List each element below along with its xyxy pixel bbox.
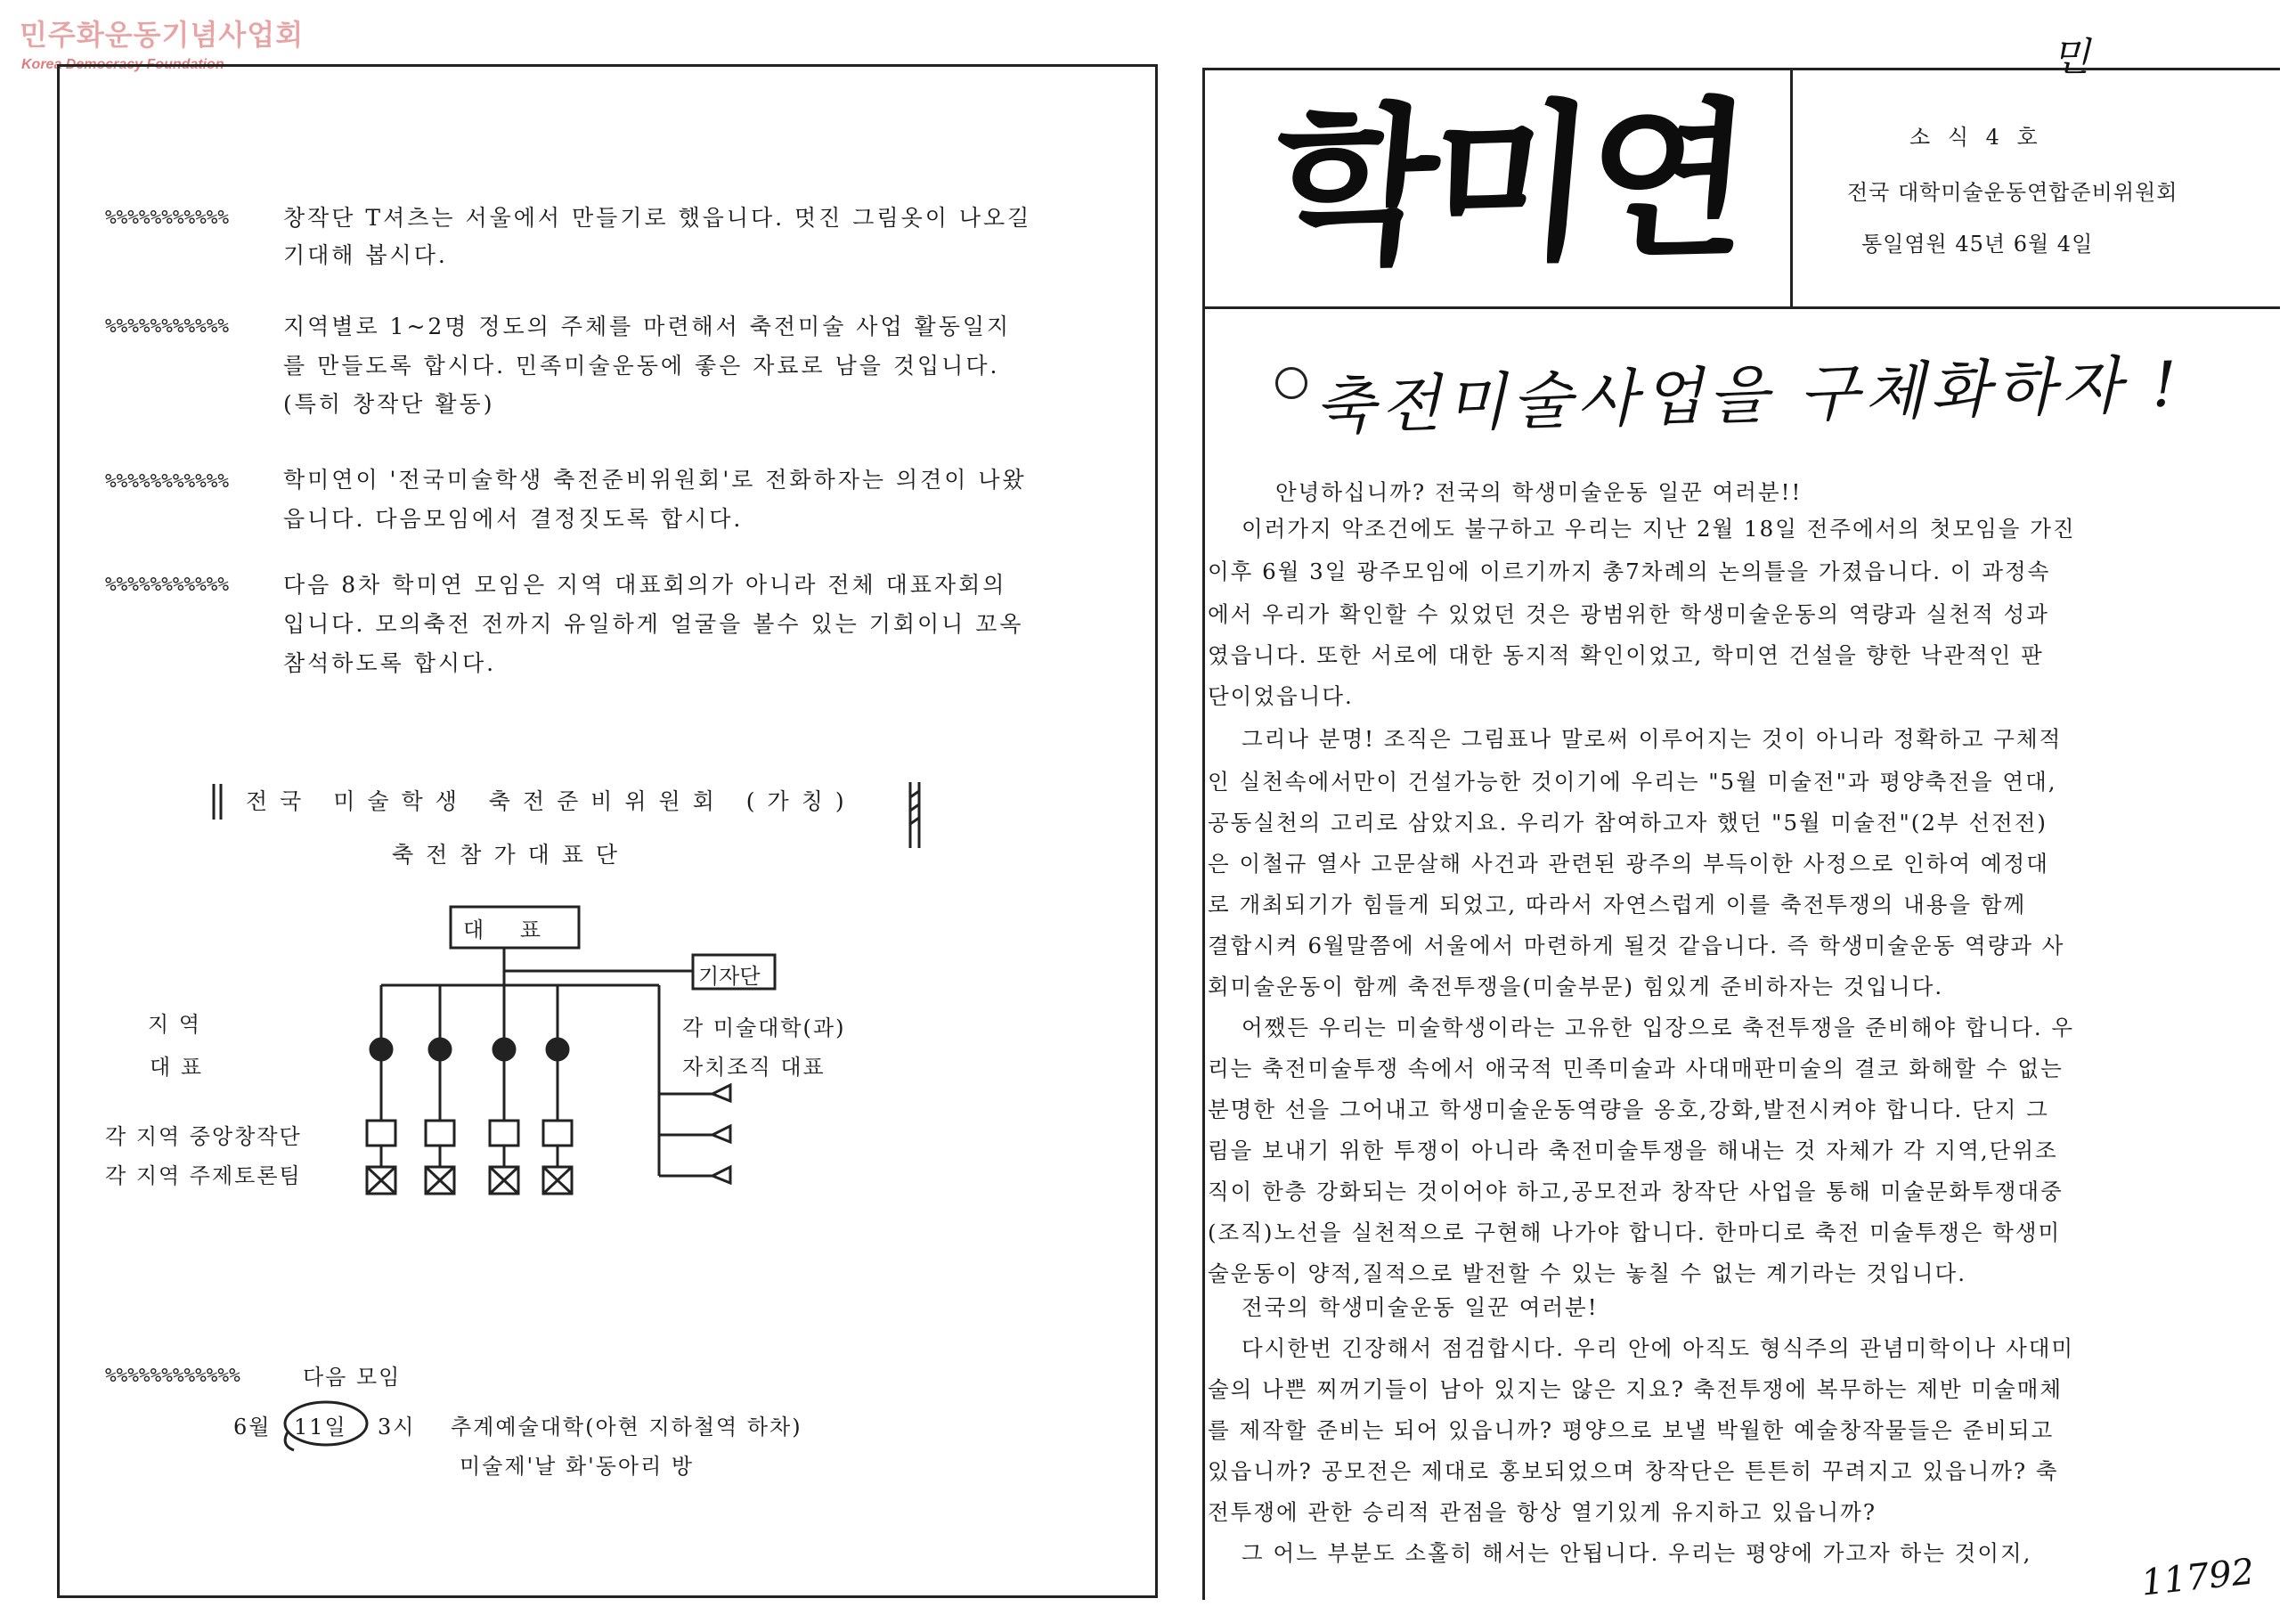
body-line: 전투쟁에 관한 승리적 관점을 항상 열기있게 유지하고 있읍니까? (1208, 1499, 1877, 1525)
body-line: 공동실천의 고리로 삼았지요. 우리가 참여하고자 했던 "5월 미술전"(2부 선전전) (1208, 810, 2048, 836)
note-line: (특히 창작단 활동) (283, 391, 495, 417)
meeting-room: 미술제'날 화'동아리 방 (460, 1454, 695, 1479)
body-line: 이러가지 악조건에도 불구하고 우리는 지난 2월 18일 전주에서의 첫모임을 가진 (1242, 516, 2076, 542)
body-line: 다시한번 긴장해서 점검합시다. 우리 안에 아직도 형식주의 관념미학이나 사대미 (1242, 1335, 2075, 1361)
body-line: 있읍니까? 공모전은 제대로 홍보되었으며 창작단은 튼튼히 꾸려지고 있읍니까? 축 (1208, 1458, 2059, 1484)
org-chart-title: 전국 미술학생 축전준비위원회 (가칭) (246, 788, 857, 814)
meeting-label: 다음 모임 (303, 1365, 402, 1390)
publisher-name: 전국 대학미술운동연합준비위원회 (1847, 180, 2178, 205)
side-box-label: 기자단 (698, 964, 761, 989)
regional-branches (367, 985, 572, 1194)
body-line: 회미술운동이 함께 축전투쟁을(미술부문) 힘있게 준비하자는 것입니다. (1208, 974, 1944, 999)
day-circle-mark (276, 1395, 374, 1457)
title-bracket-right (910, 782, 919, 848)
issue-number: 소 식 4 호 (1909, 125, 2043, 150)
org-chart-subtitle: 축전참가대표단 (392, 842, 631, 868)
note-line: 입니다. 모의축전 전까지 유일하게 얼굴을 볼수 있는 기회이니 꼬옥 (283, 611, 1024, 637)
body-line: 그리나 분명! 조직은 그림표나 말로써 이루어지는 것이 아니라 정확하고 구체적 (1242, 726, 2063, 752)
page-number: 11792 (2138, 1551, 2257, 1604)
watermark-english: Korea Democracy Foundation (21, 57, 224, 72)
meeting-day: 11일 (294, 1415, 347, 1440)
right-page-left-border (1202, 68, 1205, 1600)
right-page-top-border (1202, 68, 2280, 70)
top-box-label: 대 표 (463, 918, 542, 942)
note-line: 학미연이 '전국미술학생 축전준비위원회'로 전화하자는 의견이 나왔 (283, 467, 1027, 493)
body-line: 전국의 학생미술운동 일꾼 여러분! (1242, 1294, 1599, 1320)
body-line: 를 제작할 준비는 되어 있읍니까? 평양으로 보낼 박월한 예술창작물들은 준비되고 (1208, 1417, 2055, 1443)
body-line: 리는 축전미술투쟁 속에서 애국적 민족미술과 사대매판미술의 결코 화해할 수 없는 (1208, 1056, 2064, 1081)
title-bracket-left (214, 784, 221, 820)
note-line: 창작단 T셔츠는 서울에서 만들기로 했읍니다. 멋진 그림옷이 나오길 (283, 205, 1032, 231)
note-line: 지역별로 1~2명 정도의 주체를 마련해서 축전미술 사업 활동일지 (283, 314, 1012, 339)
meeting-time: 3시 (378, 1415, 416, 1440)
note-bullet: %%%%%%%%%%% (105, 574, 230, 595)
body-line: 술운동이 양적,질적으로 발전할 수 있는 놓칠 수 없는 계기라는 것입니다. (1208, 1260, 1967, 1286)
publication-date: 통일염원 45년 6월 4일 (1861, 232, 2094, 257)
masthead-bottom-rule (1202, 306, 2280, 309)
body-line: 그 어느 부분도 소홀히 해서는 안됩니다. 우리는 평양에 가고자 하는 것이지, (1242, 1540, 2032, 1566)
body-line: 인 실천속에서만이 건설가능한 것이기에 우리는 "5월 미술전"과 평양축전을 연대, (1208, 769, 2057, 795)
body-line: 로 개최되기가 힘들게 되었고, 따라서 자연스럽게 이를 축전투쟁의 내용을 함께 (1208, 892, 2027, 918)
headline: 축전미술사업을 구체화하자 ! (1314, 347, 2184, 444)
body-line: 단이었읍니다. (1208, 683, 1354, 709)
meeting-bullet: %%%%%%%%%%%% (105, 1365, 240, 1386)
headline-mark-icon (1275, 367, 1307, 399)
body-line: (조직)노선을 실천적으로 구현해 나가야 합니다. 한마디로 축전 미술투쟁은 학생미 (1208, 1219, 2062, 1245)
body-line: 직이 한층 강화되는 것이어야 하고,공모전과 창작단 사업을 통해 미술문화투쟁대중 (1208, 1179, 2064, 1204)
watermark-korean: 민주화운동기념사업회 (20, 18, 305, 52)
university-label-2: 자치조직 대표 (682, 1055, 826, 1080)
body-line: 이후 6월 3일 광주모임에 이르기까지 총7차례의 논의틀을 가졌읍니다. 이 과정속 (1208, 559, 2051, 584)
body-line: 에서 우리가 확인할 수 있었던 것은 광범위한 학생미술운동의 역량과 실천적 성과 (1208, 601, 2049, 627)
note-line: 기대해 봅시다. (283, 242, 448, 268)
body-line: 결합시켜 6월말쯤에 서울에서 마련하게 될것 같읍니다. 즉 학생미술운동 역량과 사 (1208, 933, 2065, 958)
note-line: 읍니다. 다음모임에서 결정짓도록 합시다. (283, 506, 744, 532)
note-bullet: %%%%%%%%%%% (105, 315, 230, 337)
discussion-team-label: 각 지역 주제토론팀 (105, 1163, 302, 1188)
body-line: 였읍니다. 또한 서로에 대한 동지적 확인이었고, 학미연 건설을 향한 낙관적인 판 (1208, 642, 2044, 668)
masthead-title: 학미연 (1264, 80, 1752, 288)
central-team-label: 각 지역 중앙창작단 (105, 1124, 302, 1149)
region-label-2: 대 표 (150, 1055, 203, 1080)
body-line: 술의 나쁜 찌꺼기들이 남아 있지는 않은 지요? 축전투쟁에 복무하는 제반 미술매체 (1208, 1376, 2064, 1402)
note-bullet: %%%%%%%%%%% (105, 207, 230, 228)
university-label: 각 미술대학(과) (682, 1015, 846, 1040)
masthead-divider (1790, 68, 1793, 308)
note-bullet: %%%%%%%%%%% (105, 470, 230, 492)
region-label: 지 역 (148, 1012, 201, 1037)
body-line: 은 이철규 열사 고문살해 사건과 관련된 광주의 부득이한 사정으로 인하여 예정대 (1208, 851, 2049, 877)
body-line: 안녕하십니까? 전국의 학생미술운동 일꾼 여러분!! (1275, 479, 1803, 505)
meeting-month: 6월 (233, 1415, 272, 1440)
body-line: 어쨌든 우리는 미술학생이라는 고유한 입장으로 축전투쟁을 준비해야 합니다. 우 (1242, 1015, 2075, 1040)
body-line: 림을 보내기 위한 투쟁이 아니라 축전미술투쟁을 해내는 것 자체가 각 지역,단위조 (1208, 1138, 2058, 1163)
note-line: 참석하도록 합시다. (283, 650, 497, 676)
note-line: 를 만들도록 합시다. 민족미술운동에 좋은 자료로 남을 것입니다. (283, 353, 1000, 379)
corner-mark: 민 (2052, 35, 2090, 80)
note-line: 다음 8차 학미연 모임은 지역 대표회의가 아니라 전체 대표자회의 (283, 572, 1007, 598)
meeting-place: 추계예술대학(아현 지하철역 하차) (451, 1415, 802, 1440)
body-line: 분명한 선을 그어내고 학생미술운동역량을 옹호,강화,발전시켜야 합니다. 단지 그 (1208, 1097, 2049, 1122)
